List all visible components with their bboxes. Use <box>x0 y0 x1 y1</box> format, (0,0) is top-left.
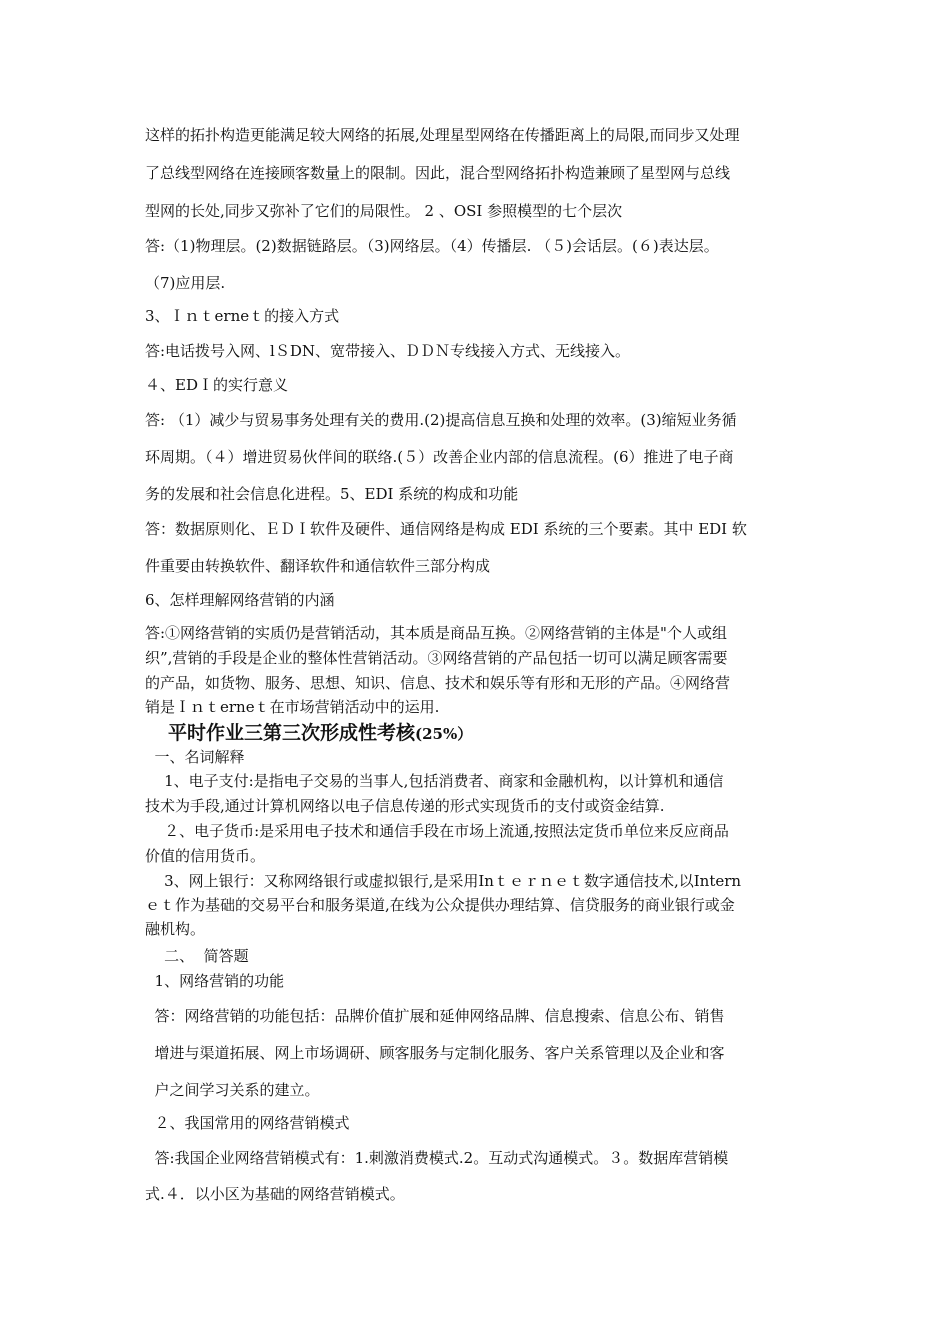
question-heading: 6、怎样理解网络营销的内涵 <box>145 591 335 609</box>
term-line: 1、电子支付:是指电子交易的当事人,包括消费者、商家和金融机构，以计算机和通信 <box>145 772 724 790</box>
term-line: 3、网上银行：又称网络银行或虚拟银行,是采用Inｔｅｒｎｅｔ数字通信技术,以Intern <box>145 872 742 890</box>
answer-line: 答:（1)物理层。(2)数据链路层。（3)网络层。（4）传播层. （５)会话层。(６)表达层。 <box>145 237 719 255</box>
section-title-percent: (25%） <box>415 725 473 743</box>
answer-line: 增进与渠道拓展、网上市场调研、顾客服务与定制化服务、客户关系管理以及企业和客 <box>145 1044 725 1062</box>
section-title <box>168 720 768 747</box>
paragraph-line: 了总线型网络在连接顾客数量上的限制。因此，混合型网络拓扑构造兼顾了星型网与总线 <box>145 164 731 182</box>
answer-line: 答：网络营销的功能包括：品牌价值扩展和延伸网络品牌、信息搜索、信息公布、销售 <box>145 1007 725 1025</box>
answer-line: 的产品，如货物、服务、思想、知识、信息、技术和娱乐等有形和无形的产品。④网络营 <box>145 674 731 692</box>
answer-line: 答:①网络营销的实质仍是营销活动，其本质是商品互换。②网络营销的主体是"个人或组 <box>145 624 727 642</box>
answer-line: 销是Ｉｎｔerneｔ在市场营销活动中的运用. <box>145 698 440 716</box>
answer-line: 织”,营销的手段是企业的整体性营销活动。③网络营销的产品包括一切可以满足顾客需要 <box>145 649 728 667</box>
term-line: 价值的信用货币。 <box>145 847 266 865</box>
answer-line: （7)应用层. <box>145 274 226 292</box>
term-line: 技术为手段,通过计算机网络以电子信息传递的形式实现货币的支付或资金结算. <box>145 797 665 815</box>
subsection-heading: 一、名词解释 <box>145 748 245 766</box>
term-line: 融机构。 <box>145 920 206 938</box>
answer-line: 务的发展和社会信息化进程。5、EDI 系统的构成和功能 <box>145 485 519 503</box>
answer-line: 件重要由转换软件、翻译软件和通信软件三部分构成 <box>145 557 491 575</box>
question-heading: 3、Ｉｎｔerneｔ的接入方式 <box>145 307 340 325</box>
question-heading: 1、网络营销的功能 <box>145 972 285 990</box>
term-line: ｅｔ作为基础的交易平台和服务渠道,在线为公众提供办理结算、信贷服务的商业银行或金 <box>145 896 735 914</box>
answer-line: 环周期。（４）增进贸易伙伴间的联络.(５）改善企业内部的信息流程。(6）推进了电子商 <box>145 448 734 466</box>
paragraph-line: 这样的拓扑构造更能满足较大网络的拓展,处理星型网络在传播距离上的局限,而同步又处理 <box>145 126 740 144</box>
answer-line: 答:我国企业网络营销模式有：1.刺激消费模式.2。互动式沟通模式。３。数据库营销模 <box>145 1149 729 1167</box>
term-line: ２、电子货币:是采用电子技术和通信手段在市场上流通,按照法定货币单位来反应商品 <box>145 822 729 840</box>
answer-line: 式.４．以小区为基础的网络营销模式。 <box>145 1185 405 1203</box>
section-title-text: 平时作业三第三次形成性考核 <box>168 722 416 744</box>
answer-line: 答: （1）减少与贸易事务处理有关的费用.(2)提高信息互换和处理的效率。(3)缩短业务循 <box>145 411 737 429</box>
paragraph-line: 型网的长处,同步又弥补了它们的局限性。 2 、OSI 参照模型的七个层次 <box>145 202 623 220</box>
answer-line: 答:电话拨号入网、lＳDN、宽带接入、ＤＤＮ专线接入方式、无线接入。 <box>145 342 631 360</box>
question-heading: ４、EDＩ的实行意义 <box>145 376 288 394</box>
answer-line: 答：数据原则化、ＥＤＩ软件及硬件、通信网络是构成 EDI 系统的三个要素。其中 EDI 软 <box>145 520 747 538</box>
subsection-heading: 二、 简答题 <box>145 947 249 965</box>
question-heading: ２、我国常用的网络营销模式 <box>145 1114 350 1132</box>
answer-line: 户之间学习关系的建立。 <box>145 1081 320 1099</box>
